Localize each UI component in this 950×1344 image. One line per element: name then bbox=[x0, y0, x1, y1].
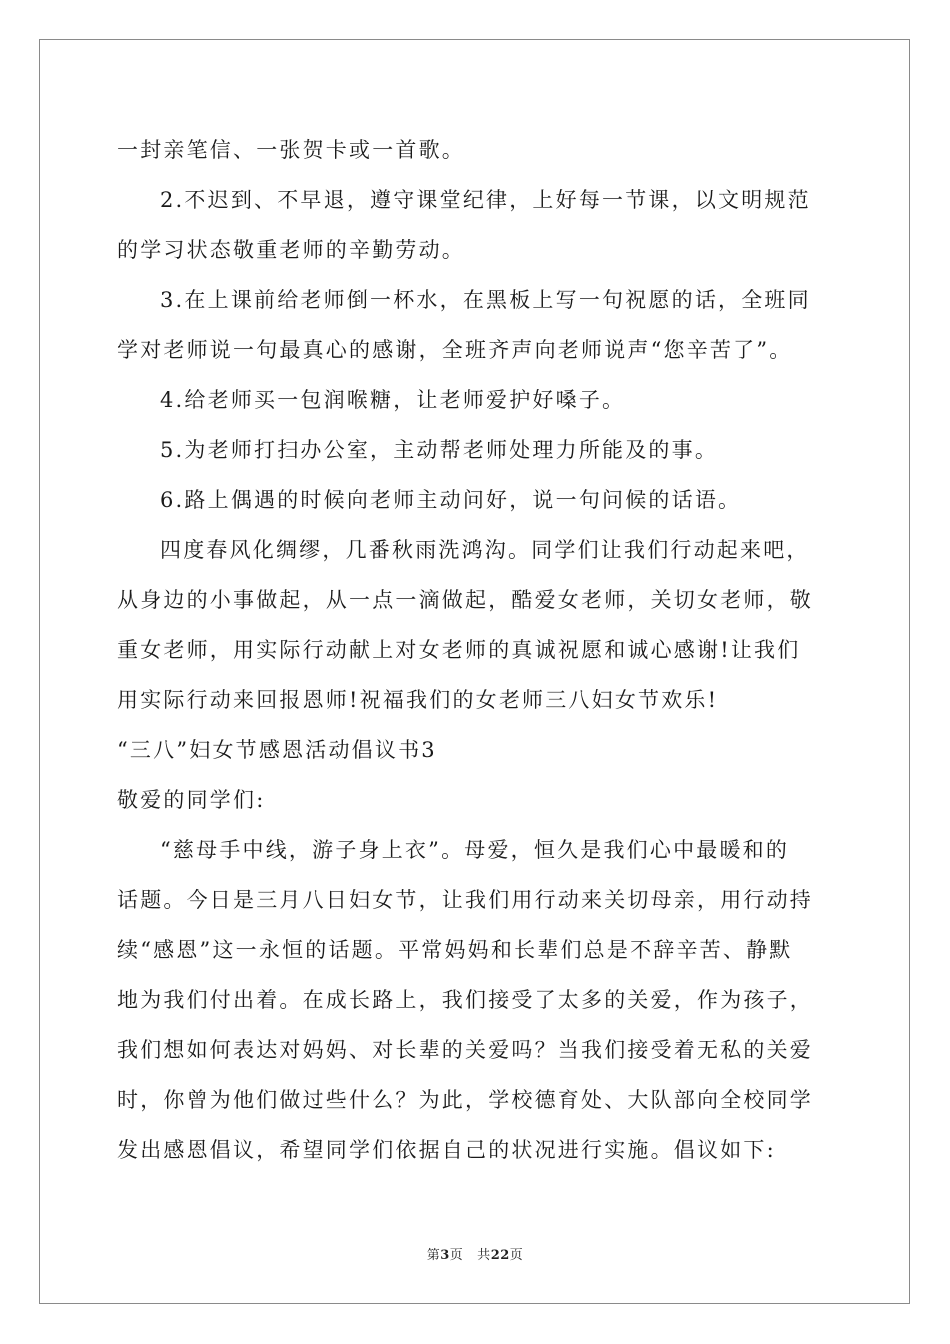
footer-prefix: 第 bbox=[426, 1248, 441, 1263]
text-line: 一封亲笔信、一张贺卡或一首歌。 bbox=[117, 138, 465, 162]
list-item-2: 2.不迟到、不早退，遵守课堂纪律，上好每一节课，以文明规范 bbox=[160, 188, 811, 212]
text-line: 学对老师说一句最真心的感谢，全班齐声向老师说声“您辛苦了”。 bbox=[117, 338, 793, 362]
list-item-3: 3.在上课前给老师倒一杯水，在黑板上写一句祝愿的话，全班同 bbox=[160, 288, 811, 312]
list-item-6: 6.路上偶遇的时候向老师主动问好，说一句问候的话语。 bbox=[160, 488, 742, 512]
text-line: 话题。今日是三月八日妇女节，让我们用行动来关切母亲，用行动持 bbox=[117, 888, 813, 912]
text-line: 用实际行动来回报恩师!祝福我们的女老师三八妇女节欢乐! bbox=[117, 688, 719, 712]
footer-total-prefix: 共 bbox=[477, 1248, 491, 1263]
paragraph-start: 四度春风化绸缪，几番秋雨洗鸿沟。同学们让我们行动起来吧， bbox=[160, 538, 810, 562]
current-page-number: 3 bbox=[440, 1248, 450, 1263]
text-line: 续“感恩”这一永恒的话题。平常妈妈和长辈们总是不辞辛苦、静默 bbox=[117, 938, 793, 962]
total-page-count: 22 bbox=[490, 1248, 510, 1263]
paragraph-start: “慈母手中线，游子身上衣”。母爱，恒久是我们心中最暖和的 bbox=[160, 838, 790, 862]
text-line: 从身边的小事做起，从一点一滴做起，酷爱女老师，关切女老师，敬 bbox=[117, 588, 813, 612]
text-line: 的学习状态敬重老师的辛勤劳动。 bbox=[117, 238, 465, 262]
list-item-5: 5.为老师打扫办公室，主动帮老师处理力所能及的事。 bbox=[160, 438, 719, 462]
footer-total-suffix: 页 bbox=[509, 1248, 524, 1263]
footer-page-suffix: 页 bbox=[449, 1248, 464, 1263]
list-item-4: 4.给老师买一包润喉糖，让老师爱护好嗓子。 bbox=[160, 388, 626, 412]
text-line: 发出感恩倡议，希望同学们依据自己的状况进行实施。倡议如下: bbox=[117, 1138, 776, 1162]
text-line: 时，你曾为他们做过些什么？为此，学校德育处、大队部向全校同学 bbox=[117, 1088, 813, 1112]
page-footer bbox=[0, 1247, 950, 1265]
text-line: 地为我们付出着。在成长路上，我们接受了太多的关爱，作为孩子， bbox=[117, 988, 813, 1012]
text-line: 我们想如何表达对妈妈、对长辈的关爱吗？当我们接受着无私的关爱 bbox=[117, 1038, 813, 1062]
text-line: 重女老师，用实际行动献上对女老师的真诚祝愿和诚心感谢!让我们 bbox=[117, 638, 801, 662]
section-title: “三八”妇女节感恩活动倡议书3 bbox=[117, 738, 437, 762]
salutation: 敬爱的同学们: bbox=[117, 788, 266, 812]
